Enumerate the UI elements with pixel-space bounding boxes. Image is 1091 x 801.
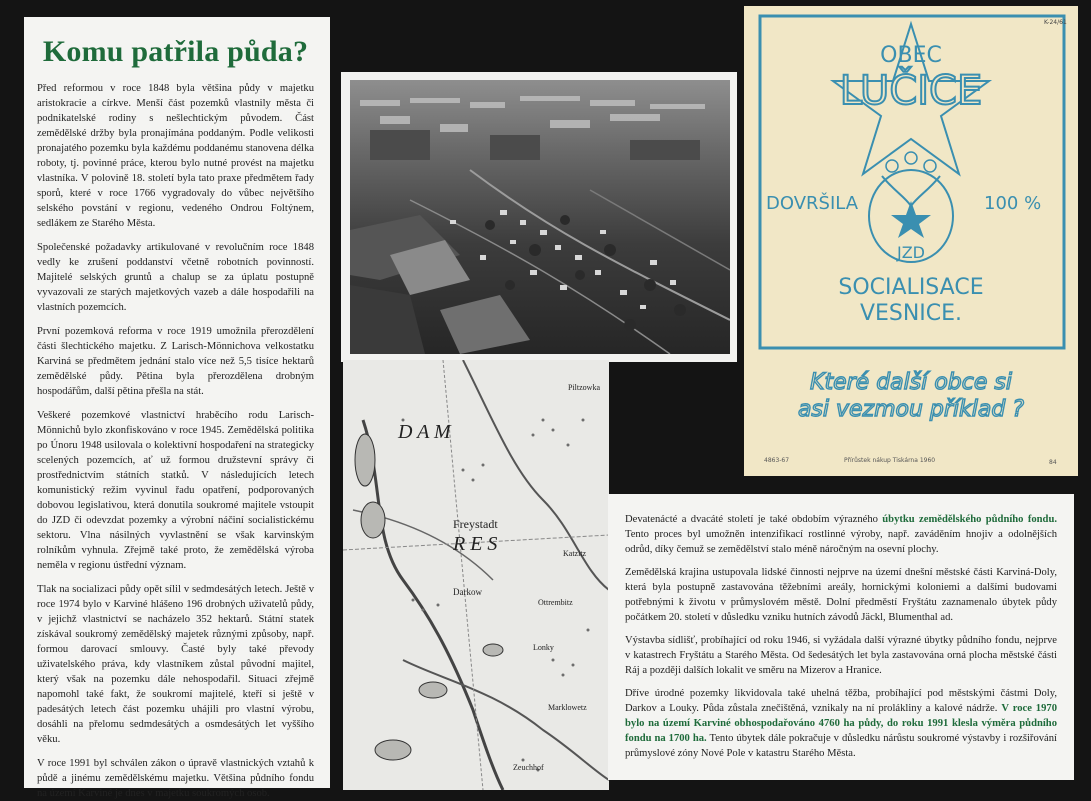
paragraph-6: V roce 1991 byl schválen zákon o úpravě vlastnických vztahů k půdě a jinému zemědělskému majetku. Většina půdního fondu na území Karviné je dnes v majetku soukromých osob. [37, 758, 314, 799]
map-label-zeuchhof: Zeuchhof [513, 763, 544, 772]
map-label-lonky: Lonky [533, 643, 554, 652]
map-label-piltzowka: Piltzowka [568, 383, 600, 392]
right-p1-end: Tento proces byl umožněn intenzifikací rostlinné výroby, např. zaváděním hnojiv a odolnějších odrůd, díky čemuž se zemědělství stalo méně náročným na osevní plochy. [625, 529, 1057, 555]
poster-bottom-right: 84 [1049, 459, 1057, 466]
map-label-freystadt: Freystadt [453, 517, 498, 531]
right-paragraph-2: Zemědělská krajina ustupovala lidské činnosti nejprve na území dnešní městské části Karviná-Doly, která byla postupně zastavována těžebními areály, hornickými koloniemi a dalšími budovami potřebnými k životu v průmyslovém městě. Dolní předměstí Fryštátu zaznamenalo úbytek půdy počátkem 20. století v důsledku vzniku hutních závodů Jäckl, Blumenthal ad. [625, 567, 1057, 623]
right-p4-highlight: V roce 1970 bylo na území Karviné obhospodařováno 4760 ha půdy, do roku 1991 klesla výměra půdního fondu na 1700 ha. [625, 703, 1057, 744]
paragraph-2: Společenské požadavky artikulované v revolučním roce 1848 vedly ke zrušení poddanství včetně robotních povinností. Majitelé selských gruntů a chalup se za úplatu postupně vyvazovali ze starých majetkových vazeb a dále hospodařili na vlastních pozemcích. [37, 242, 314, 313]
paragraph-3: První pozemková reforma v roce 1919 umožnila přerozdělení části šlechtického majetku. Z Larisch-Mönnichova velkostatku Karviná se předmětem jednání stalo více než 5,5 tisíce hektarů zemědělské půdy. Pětina byla přerozdělena drobným hospodářům, další pětina přešla na stát. [37, 326, 314, 397]
map-label-ketzitz: Katzitz [563, 549, 587, 558]
poster-100-percent: 100 % [984, 193, 1042, 214]
paragraph-1: Před reformou v roce 1848 byla většina půdy v majetku aristokracie a církve. Menší část pozemků vlastnily města či podnikatelské rodiny s nešlechtickým původem. Část zemědělské držby byla pronajímána poddaným. Podle velikosti pronajatého pozemku byla každému poddanému stanovena délka roboty, tj. povinné práce, kterou bylo nutné provést na majetku vlastníka. V polovině 18. století byla tato praxe předmětem řady sporů, které v roce 1766 vygradovaly do vůbec největšího selského povstání v regionu, vedeného Ondrou Foltýnem, sedlákem ze Starého Města. [37, 83, 314, 229]
page-title: Komu patřila půda? [42, 35, 309, 68]
poster-corner-code: K-24/61 [1044, 19, 1067, 26]
poster-slogan-line1: Které další obce si [810, 370, 1012, 395]
poster-bottom-note: Přírůstek nákup Tiskárna 1960 [844, 457, 936, 464]
right-paragraph-4 [625, 686, 1057, 761]
poster-socialisace: SOCIALISACE [838, 275, 984, 300]
right-paragraph-3: Výstavba sídlišť, probíhající od roku 1946, si vyžádala další výrazné úbytky půdního fondu, nejprve v katastrech Fryštátu a Starého Města. Od šedesátých let byla zastavována orná plocha městské části Ráj a později dalších lokalit ve směru na Mizerov a Hranice. [625, 635, 1057, 676]
poster-lucice: LUČICE [839, 68, 983, 114]
map-label-ottrembitz: Ottrembitz [538, 598, 573, 607]
right-p4-end: Tento úbytek dále pokračuje v důsledku nárůstu soukromé výstavby i rozšiřování průmyslové zóny Nové Pole v katastru Starého Města. [625, 733, 1057, 759]
map-label-dam: D A M [398, 421, 451, 443]
jzd-poster [744, 6, 1078, 476]
right-p4-start: Dříve úrodné pozemky likvidovala také uhelná těžba, probíhající pod městskými částmi Doly, Darkov a Louky. Půda zůstala znečištěná, vznikaly na ní prolákliny a kalové nádrže. [625, 688, 1057, 714]
map-label-markloretz: Marklowetz [548, 703, 587, 712]
map-label-darkow: Darkow [453, 587, 482, 597]
poster-jzd: JZD [897, 243, 925, 262]
poster-bottom-code: 4863-67 [764, 457, 790, 464]
left-text-panel [24, 17, 330, 799]
poster-obec: OBEC [880, 43, 942, 68]
right-p1-highlight: úbytku zemědělského půdního fondu. [882, 514, 1057, 525]
paragraph-4: Veškeré pozemkové vlastnictví hraběcího rodu Larisch-Mönnichů bylo zkonfiskováno v roce 1945. Zemědělská politika po Únoru 1948 usilovala o kolektivní hospodaření na strategicky scelených pozemcích, ať už formou družstevní správy či prostřednictvím státních statků. V následujících letech komunistický režim vyvinul řadu opatření, podporovaných dobovou legislativou, která donutila soukromé majitele vstoupit do JZD či odevzdat pozemky a výrobní náčiní socialistickému sektoru. Vlna násilných vyvlastnění se však karvinským rolníkům vyhnula. Zřejmě také proto, že zemědělská výroba neměla v regionu ústřední význam. [37, 410, 314, 571]
aerial-photo [350, 80, 730, 354]
historical-map [343, 360, 609, 790]
right-p1-start: Devatenácté a dvacáté století je také obdobím výrazného [625, 514, 883, 525]
right-text-panel [608, 494, 1074, 780]
poster-vesnice: VESNICE. [859, 301, 963, 326]
right-paragraph-1 [625, 512, 1057, 557]
poster-slogan-line2: asi vezmou příklad ? [797, 397, 1025, 422]
paragraph-5: Tlak na socializaci půdy opět sílil v sedmdesátých letech. Ještě v roce 1974 bylo v Karviné hlášeno 196 drobných uživatelů půdy, v jejichž vlastnictví se nacházelo 352 hektarů. Státní statek získával soukromý zemědělský majetek různými způsoby, např. formou darovací smlouvy. Časté byly také převody uživatelského práva, kdy vlastníkem zůstal původní majitel, který však na pozemku dále nehospodařil. Situaci zřejmě napomohl také fakt, že soukromí majitelé, kteří si ještě v padesátých letech část pozemku uhájili pro vlastní výrobu, dosáhli na přelomu sedmdesátých a osmdesátých let vyššího věku. [37, 584, 314, 745]
poster-dovrsila: DOVRŠILA [766, 193, 859, 214]
map-label-res: R E S [453, 533, 498, 555]
